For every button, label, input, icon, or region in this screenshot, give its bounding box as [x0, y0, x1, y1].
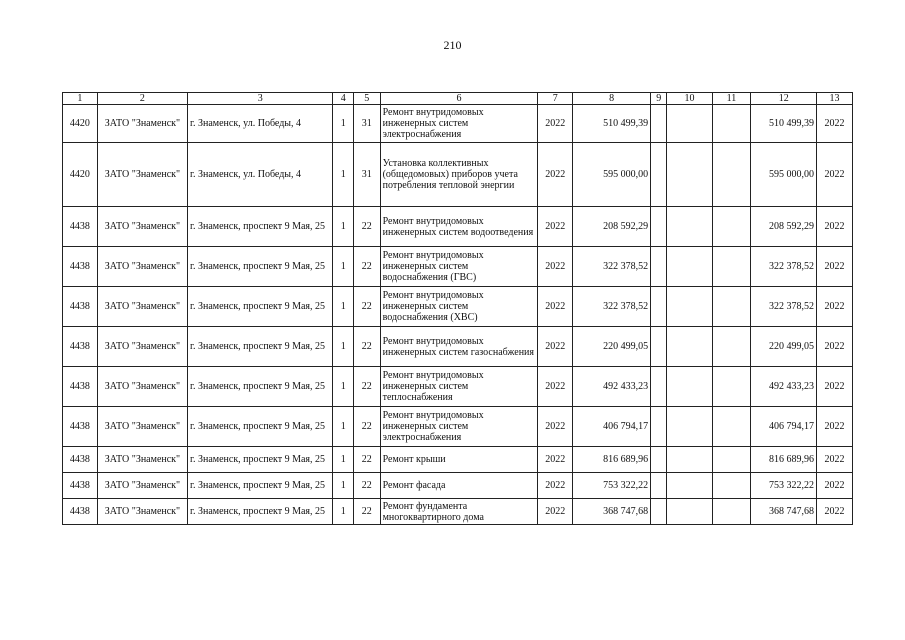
- cell-work-type: Ремонт внутридомовых инженерных систем электроснабжения: [380, 105, 538, 143]
- cell-year: 2022: [538, 327, 573, 367]
- cell-col5: 22: [353, 447, 380, 473]
- cell-year: 2022: [538, 499, 573, 525]
- column-header-5: 5: [353, 93, 380, 105]
- cell-address: г. Знаменск, проспект 9 Мая, 25: [187, 499, 332, 525]
- table-row: [63, 473, 853, 499]
- cell-code: 4438: [63, 407, 98, 447]
- cell-col4: 1: [333, 499, 353, 525]
- cell-amount: 595 000,00: [573, 143, 651, 207]
- cell-code: 4438: [63, 247, 98, 287]
- cell-col5: 22: [353, 499, 380, 525]
- table-row: [63, 327, 853, 367]
- column-header-7: 7: [538, 93, 573, 105]
- cell-col9: [651, 367, 667, 407]
- cell-col10: [667, 247, 712, 287]
- cell-col11: [712, 207, 751, 247]
- cell-year: 2022: [538, 287, 573, 327]
- cell-year: 2022: [538, 105, 573, 143]
- cell-address: г. Знаменск, проспект 9 Мая, 25: [187, 247, 332, 287]
- cell-address: г. Знаменск, проспект 9 Мая, 25: [187, 207, 332, 247]
- cell-code: 4420: [63, 143, 98, 207]
- cell-address: г. Знаменск, проспект 9 Мая, 25: [187, 447, 332, 473]
- cell-municipality: ЗАТО "Знаменск": [97, 499, 187, 525]
- header-row: [63, 93, 853, 105]
- cell-col5: 22: [353, 367, 380, 407]
- cell-col5: 31: [353, 143, 380, 207]
- cell-municipality: ЗАТО "Знаменск": [97, 367, 187, 407]
- cell-municipality: ЗАТО "Знаменск": [97, 473, 187, 499]
- column-header-10: 10: [667, 93, 712, 105]
- cell-code: 4438: [63, 473, 98, 499]
- cell-code: 4438: [63, 207, 98, 247]
- cell-col4: 1: [333, 287, 353, 327]
- cell-col4: 1: [333, 207, 353, 247]
- cell-amount: 322 378,52: [573, 247, 651, 287]
- repair-program-table: [62, 92, 853, 525]
- cell-amount: 406 794,17: [573, 407, 651, 447]
- cell-year: 2022: [538, 447, 573, 473]
- cell-col4: 1: [333, 407, 353, 447]
- cell-end-year: 2022: [817, 473, 853, 499]
- cell-col11: [712, 143, 751, 207]
- column-header-8: 8: [573, 93, 651, 105]
- cell-work-type: Ремонт внутридомовых инженерных систем водоснабжения (ГВС): [380, 247, 538, 287]
- column-header-13: 13: [817, 93, 853, 105]
- cell-col10: [667, 207, 712, 247]
- cell-municipality: ЗАТО "Знаменск": [97, 447, 187, 473]
- cell-col5: 22: [353, 287, 380, 327]
- cell-year: 2022: [538, 473, 573, 499]
- cell-amount: 816 689,96: [573, 447, 651, 473]
- cell-amount: 510 499,39: [573, 105, 651, 143]
- cell-amount: 208 592,29: [573, 207, 651, 247]
- cell-end-year: 2022: [817, 143, 853, 207]
- column-header-1: 1: [63, 93, 98, 105]
- cell-address: г. Знаменск, ул. Победы, 4: [187, 143, 332, 207]
- cell-total: 595 000,00: [751, 143, 817, 207]
- cell-col4: 1: [333, 473, 353, 499]
- cell-col5: 22: [353, 247, 380, 287]
- cell-work-type: Ремонт внутридомовых инженерных систем водоотведения: [380, 207, 538, 247]
- cell-col10: [667, 499, 712, 525]
- table-row: [63, 367, 853, 407]
- column-header-12: 12: [751, 93, 817, 105]
- cell-total: 492 433,23: [751, 367, 817, 407]
- cell-total: 753 322,22: [751, 473, 817, 499]
- cell-col5: 22: [353, 407, 380, 447]
- cell-col9: [651, 447, 667, 473]
- cell-col9: [651, 105, 667, 143]
- cell-col10: [667, 367, 712, 407]
- cell-col11: [712, 105, 751, 143]
- cell-code: 4438: [63, 327, 98, 367]
- cell-col11: [712, 407, 751, 447]
- cell-col5: 22: [353, 473, 380, 499]
- cell-code: 4420: [63, 105, 98, 143]
- cell-col11: [712, 447, 751, 473]
- cell-code: 4438: [63, 287, 98, 327]
- cell-col11: [712, 327, 751, 367]
- cell-total: 220 499,05: [751, 327, 817, 367]
- cell-municipality: ЗАТО "Знаменск": [97, 327, 187, 367]
- cell-amount: 753 322,22: [573, 473, 651, 499]
- cell-col10: [667, 473, 712, 499]
- cell-col5: 22: [353, 327, 380, 367]
- cell-total: 406 794,17: [751, 407, 817, 447]
- cell-work-type: Ремонт внутридомовых инженерных систем газоснабжения: [380, 327, 538, 367]
- cell-year: 2022: [538, 207, 573, 247]
- cell-address: г. Знаменск, ул. Победы, 4: [187, 105, 332, 143]
- cell-col9: [651, 499, 667, 525]
- cell-col4: 1: [333, 367, 353, 407]
- cell-address: г. Знаменск, проспект 9 Мая, 25: [187, 287, 332, 327]
- cell-total: 368 747,68: [751, 499, 817, 525]
- column-header-3: 3: [187, 93, 332, 105]
- cell-amount: 368 747,68: [573, 499, 651, 525]
- cell-work-type: Ремонт внутридомовых инженерных систем водоснабжения (ХВС): [380, 287, 538, 327]
- cell-code: 4438: [63, 367, 98, 407]
- table-row: [63, 287, 853, 327]
- cell-col10: [667, 447, 712, 473]
- cell-col4: 1: [333, 247, 353, 287]
- cell-end-year: 2022: [817, 407, 853, 447]
- cell-total: 816 689,96: [751, 447, 817, 473]
- column-header-9: 9: [651, 93, 667, 105]
- cell-total: 322 378,52: [751, 247, 817, 287]
- cell-address: г. Знаменск, проспект 9 Мая, 25: [187, 367, 332, 407]
- cell-amount: 220 499,05: [573, 327, 651, 367]
- cell-col11: [712, 499, 751, 525]
- cell-year: 2022: [538, 407, 573, 447]
- cell-amount: 492 433,23: [573, 367, 651, 407]
- cell-end-year: 2022: [817, 105, 853, 143]
- cell-col5: 22: [353, 207, 380, 247]
- column-header-6: 6: [380, 93, 538, 105]
- cell-col10: [667, 105, 712, 143]
- table-row: [63, 407, 853, 447]
- cell-col11: [712, 247, 751, 287]
- cell-col11: [712, 287, 751, 327]
- cell-col9: [651, 287, 667, 327]
- cell-municipality: ЗАТО "Знаменск": [97, 407, 187, 447]
- table-row: [63, 447, 853, 473]
- cell-work-type: Ремонт внутридомовых инженерных систем электроснабжения: [380, 407, 538, 447]
- cell-col9: [651, 143, 667, 207]
- cell-address: г. Знаменск, проспект 9 Мая, 25: [187, 407, 332, 447]
- cell-col9: [651, 407, 667, 447]
- page-number: 210: [443, 38, 462, 52]
- table-row: [63, 207, 853, 247]
- cell-work-type: Установка коллективных (общедомовых) приборов учета потребления тепловой энергии: [380, 143, 538, 207]
- cell-municipality: ЗАТО "Знаменск": [97, 143, 187, 207]
- cell-total: 322 378,52: [751, 287, 817, 327]
- cell-total: 208 592,29: [751, 207, 817, 247]
- column-header-2: 2: [97, 93, 187, 105]
- cell-amount: 322 378,52: [573, 287, 651, 327]
- cell-col5: 31: [353, 105, 380, 143]
- cell-col4: 1: [333, 327, 353, 367]
- cell-col10: [667, 143, 712, 207]
- cell-end-year: 2022: [817, 287, 853, 327]
- cell-address: г. Знаменск, проспект 9 Мая, 25: [187, 473, 332, 499]
- cell-code: 4438: [63, 447, 98, 473]
- cell-year: 2022: [538, 143, 573, 207]
- cell-col4: 1: [333, 447, 353, 473]
- table-row: [63, 499, 853, 525]
- cell-end-year: 2022: [817, 207, 853, 247]
- cell-total: 510 499,39: [751, 105, 817, 143]
- cell-end-year: 2022: [817, 327, 853, 367]
- cell-col10: [667, 407, 712, 447]
- cell-col11: [712, 473, 751, 499]
- cell-end-year: 2022: [817, 499, 853, 525]
- cell-work-type: Ремонт фундамента многоквартирного дома: [380, 499, 538, 525]
- cell-col4: 1: [333, 143, 353, 207]
- cell-col4: 1: [333, 105, 353, 143]
- cell-address: г. Знаменск, проспект 9 Мая, 25: [187, 327, 332, 367]
- cell-work-type: Ремонт фасада: [380, 473, 538, 499]
- cell-municipality: ЗАТО "Знаменск": [97, 247, 187, 287]
- table-row: [63, 105, 853, 143]
- cell-end-year: 2022: [817, 447, 853, 473]
- cell-end-year: 2022: [817, 367, 853, 407]
- column-header-4: 4: [333, 93, 353, 105]
- cell-col9: [651, 327, 667, 367]
- cell-code: 4438: [63, 499, 98, 525]
- cell-col9: [651, 473, 667, 499]
- cell-col9: [651, 207, 667, 247]
- cell-work-type: Ремонт внутридомовых инженерных систем теплоснабжения: [380, 367, 538, 407]
- cell-col10: [667, 287, 712, 327]
- cell-year: 2022: [538, 367, 573, 407]
- table-row: [63, 143, 853, 207]
- cell-col10: [667, 327, 712, 367]
- cell-col11: [712, 367, 751, 407]
- cell-work-type: Ремонт крыши: [380, 447, 538, 473]
- cell-municipality: ЗАТО "Знаменск": [97, 105, 187, 143]
- cell-end-year: 2022: [817, 247, 853, 287]
- cell-year: 2022: [538, 247, 573, 287]
- cell-municipality: ЗАТО "Знаменск": [97, 287, 187, 327]
- cell-col9: [651, 247, 667, 287]
- cell-municipality: ЗАТО "Знаменск": [97, 207, 187, 247]
- column-header-11: 11: [712, 93, 751, 105]
- table-row: [63, 247, 853, 287]
